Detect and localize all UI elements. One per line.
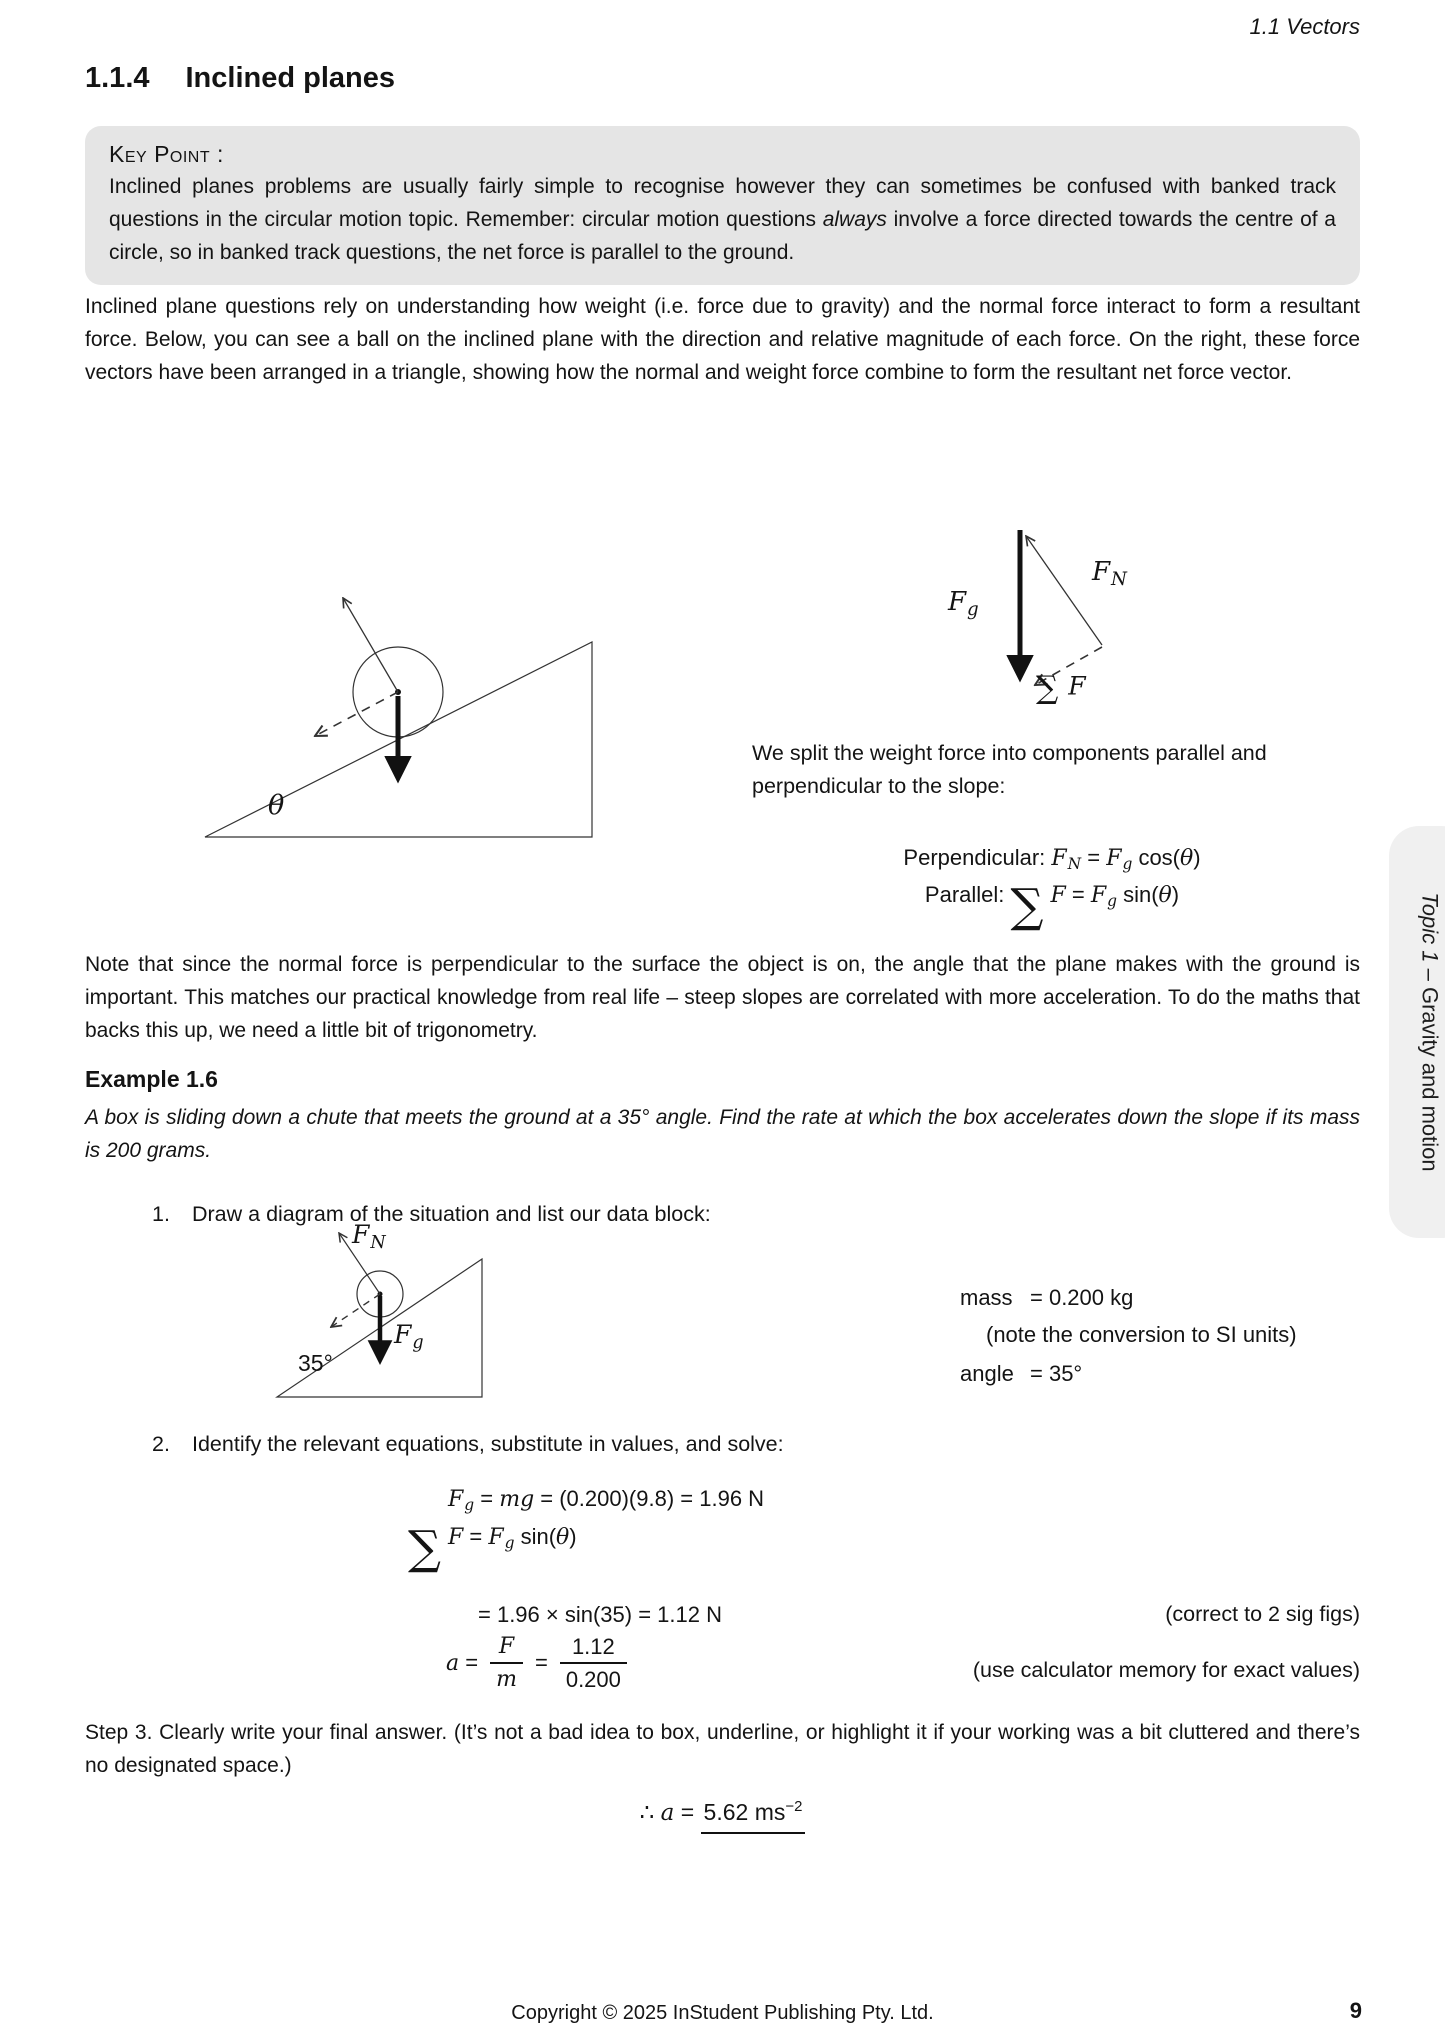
text-run: N <box>370 1232 386 1253</box>
text-run: = <box>674 1798 701 1825</box>
text-run: mg <box>499 1487 535 1512</box>
text-run: F <box>448 1487 464 1512</box>
normal-force-arrow <box>343 598 398 692</box>
topic-side-tab-text <box>1417 892 1443 1171</box>
split-text: We split the weight force into components parallel and perpendicular to the slope: <box>752 741 1267 798</box>
text-run: ) <box>569 1524 577 1549</box>
text-run: N <box>1111 569 1127 591</box>
example-title: Example 1.6 <box>85 1066 218 1092</box>
working-line-2 <box>408 1520 577 1575</box>
sig-figs-note: (correct to 2 sig figs) <box>1165 1602 1360 1626</box>
topic-subject: Gravity and motion <box>1418 986 1444 1172</box>
net-force-dashed-arrow <box>331 1294 380 1327</box>
key-point-box <box>85 126 1360 285</box>
text-run: F <box>488 1525 504 1550</box>
final-answer-lhs <box>640 1799 701 1825</box>
angle-label: angle <box>960 1361 1014 1386</box>
final-answer-exponent: −2 <box>785 1798 803 1815</box>
copyright-line: Copyright © 2025 InStudent Publishing Pty. Ltd. <box>511 2002 934 2024</box>
fn-label <box>352 1220 386 1253</box>
step-3-paragraph: Step 3. Clearly write your final answer. (It’s not a bad idea to box, underline, or highlight it if your working was a bit cluttered and there’s no designated space.) <box>85 1721 1360 1777</box>
text-run: θ <box>1158 883 1172 908</box>
note-paragraph: Note that since the normal force is perpendicular to the surface the object is on, the angle that the plane makes with the ground is important. This matches our practical knowledge from real life – steep slopes are correlated with more acceleration. To do the maths that backs this up, we need a little bit of trigonometry. <box>85 953 1360 1042</box>
calculator-note: (use calculator memory for exact values) <box>972 1658 1360 1682</box>
intro-paragraph: Inclined plane questions rely on understanding how weight (i.e. force due to gravity) and the normal force interact to form a resultant force. Below, you can see a ball on the inclined plane with the direction and relative magnitude of each force. On the right, these force vectors have been arranged in a triangle, showing how the normal and weight force combine to form the resultant net force vector. <box>85 295 1360 384</box>
fraction-denominator: 0.200 <box>560 1662 627 1692</box>
theta-angle-label: θ <box>268 790 285 821</box>
step-2 <box>152 1428 1312 1461</box>
step-2-number: 2. <box>152 1432 170 1456</box>
accel-lhs <box>446 1650 478 1676</box>
text-run: F <box>394 1320 412 1349</box>
force-mass-fraction <box>490 1634 523 1693</box>
data-block <box>960 1283 1297 1389</box>
text-run: sin( <box>514 1524 557 1549</box>
text-run: g <box>967 599 979 621</box>
si-units-note: (note the conversion to SI units) <box>986 1322 1297 1347</box>
angle-35-label: 35° <box>298 1350 333 1376</box>
net-force-dashed-arrow <box>315 692 398 736</box>
text-run: involve a force directed towards the centre of a circle, so in banked track questions, the net force is parallel to the ground. <box>109 208 1336 264</box>
fn-label <box>1092 556 1127 590</box>
key-point-text <box>109 170 1336 269</box>
section-number: 1.1.4 <box>85 62 150 94</box>
text-run: Parallel: <box>924 882 1011 907</box>
text-run: = (0.200)(9.8) = 1.96 N <box>534 1486 765 1511</box>
text-run: F <box>948 587 967 617</box>
text-run: cos( <box>1132 845 1181 870</box>
working-line-3: = 1.96 × sin(35) = 1.12 N <box>478 1602 722 1627</box>
text-run: F <box>1051 846 1067 871</box>
text-run: F <box>1068 671 1086 701</box>
text-run: F <box>352 1220 370 1249</box>
text-run: = <box>1081 845 1107 870</box>
text-run: F <box>1090 883 1107 908</box>
angle-row <box>960 1359 1297 1389</box>
fg-label <box>394 1320 424 1353</box>
numeric-fraction <box>560 1634 627 1693</box>
equals-sign: = <box>534 1650 548 1676</box>
text-run: = <box>459 1650 479 1676</box>
text-run: F <box>1106 846 1122 871</box>
mass-value: = 0.200 kg <box>1030 1285 1134 1310</box>
text-run: F <box>1043 883 1066 908</box>
final-answer-value-group <box>701 1798 806 1834</box>
fraction-denominator: m <box>490 1662 523 1692</box>
step-1-number: 1. <box>152 1202 170 1226</box>
step-1-text: Draw a diagram of the situation and list our data block: <box>192 1202 711 1226</box>
fg-label <box>948 586 979 620</box>
text-run: = <box>1065 882 1091 907</box>
text-run: g <box>504 1534 515 1553</box>
perpendicular-equation <box>752 845 1352 873</box>
text-run: sin( <box>1116 882 1159 907</box>
text-run: Inclined planes problems are usually fairly simple to recognise however they can sometimes be confused with banked track questions in the circular motion topic. Remember: circular motion questions <box>109 175 1336 231</box>
text-run: = <box>463 1524 489 1549</box>
topic-side-tab <box>1389 826 1445 1238</box>
working-line-4 <box>446 1634 627 1693</box>
text-run: a <box>446 1651 460 1677</box>
fraction-numerator: 1.12 <box>571 1634 615 1659</box>
text-run: g <box>1107 892 1117 911</box>
text-run: ) <box>1171 882 1180 907</box>
final-answer-value: 5.62 ms <box>703 1798 786 1825</box>
example-body: A box is sliding down a chute that meets the ground at a 35° angle. Find the rate at which the box accelerates down the slope if its mass is 200 grams. <box>85 1106 1360 1162</box>
mass-label: mass <box>960 1285 1013 1310</box>
normal-vector <box>1026 536 1102 645</box>
incline-diagram <box>165 550 605 850</box>
text-run: θ <box>556 1525 570 1550</box>
text-run: g <box>1122 855 1133 874</box>
text-run: ∑ <box>1010 878 1044 933</box>
text-run: g <box>464 1496 475 1515</box>
angle-value: = 35° <box>1030 1361 1083 1386</box>
text-run: = <box>474 1486 500 1511</box>
mass-row <box>960 1283 1297 1313</box>
text-run: Perpendicular: <box>903 845 1052 870</box>
running-header: 1.1 Vectors <box>1249 14 1360 39</box>
text-run: ∑ <box>1036 670 1069 706</box>
text-run: F <box>1092 557 1111 587</box>
text-run: g <box>412 1332 424 1353</box>
parallel-equation <box>752 878 1352 933</box>
section-heading <box>85 62 395 95</box>
sum-f-label <box>1036 670 1086 706</box>
topic-number: Topic 1 – <box>1418 892 1444 987</box>
text-run: ∴ <box>639 1798 661 1825</box>
text-run: ) <box>1193 845 1201 870</box>
step-2-text: Identify the relevant equations, substitute in values, and solve: <box>192 1432 784 1456</box>
section-title: Inclined planes <box>185 62 395 94</box>
text-run: θ <box>1180 846 1194 871</box>
key-point-label: Key Point : <box>109 141 224 167</box>
text-run: a <box>660 1799 675 1826</box>
fraction-numerator: F <box>498 1634 515 1659</box>
final-answer <box>0 1798 1445 1834</box>
text-run: F <box>440 1525 464 1550</box>
text-run: N <box>1067 855 1082 874</box>
text-run: always <box>822 208 887 231</box>
working-line-1 <box>448 1486 764 1514</box>
text-run: ∑ <box>408 1520 441 1575</box>
page-number: 9 <box>1349 1998 1362 2023</box>
